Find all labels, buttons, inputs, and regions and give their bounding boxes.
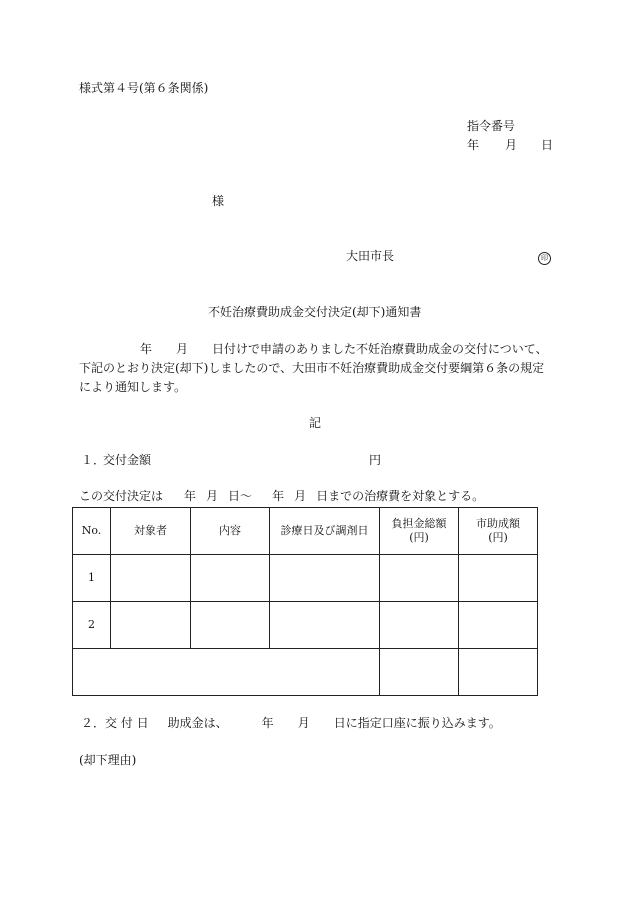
item2-line <box>81 716 501 730</box>
table-header-row <box>73 508 538 555</box>
body-line-1 <box>79 340 559 359</box>
body-line-2: 下記のとおり決定(却下)しましたので、大田市不妊治療費助成金交付要綱第６条の規定 <box>79 361 545 375</box>
issuer: 大田市長 <box>346 249 395 263</box>
order-number-label: 指令番号 <box>467 119 516 133</box>
item2-text-b: 日に指定口座に振り込みます。 <box>333 716 501 730</box>
cell-content[interactable] <box>191 555 270 602</box>
cell-city-subsidy[interactable] <box>459 555 538 602</box>
date-day: 日 <box>541 138 554 152</box>
item2-label: 交 付 日 <box>105 716 149 730</box>
item2-number: ２． <box>81 716 106 730</box>
header-city-subsidy: 市助成額 (円) <box>459 508 538 555</box>
body-year: 年 <box>140 342 153 356</box>
item2-year: 年 <box>261 716 274 730</box>
coverage-month1: 月 <box>206 489 219 503</box>
body-line-3: により通知します。 <box>79 380 187 394</box>
document-title: 不妊治療費助成金交付決定(却下)通知書 <box>208 305 422 319</box>
item1-unit: 円 <box>369 453 382 467</box>
table-total-row <box>73 649 538 696</box>
rejection-reason-label: (却下理由) <box>79 753 137 767</box>
seal-mark <box>538 249 551 265</box>
coverage-month2: 月 <box>294 489 307 503</box>
cell-city-subsidy[interactable] <box>459 602 538 649</box>
item1-number: １． <box>81 453 106 467</box>
header-no: No. <box>73 508 111 555</box>
item1-label: 交付金額 <box>103 453 152 467</box>
header-treatment-date: 診療日及び調剤日 <box>270 508 380 555</box>
date-year: 年 <box>467 138 480 152</box>
cell-treatment-date[interactable] <box>270 555 380 602</box>
coverage-year1: 年 <box>184 489 197 503</box>
coverage-suffix: 日までの治療費を対象とする。 <box>316 489 485 503</box>
form-label: 様式第４号(第６条関係) <box>79 81 209 95</box>
table-row <box>73 602 538 649</box>
cell-total-label <box>73 649 380 696</box>
body-paragraph <box>79 340 559 397</box>
body-month: 月 <box>176 342 189 356</box>
cell-total-burden[interactable] <box>380 555 459 602</box>
header-subject: 対象者 <box>111 508 191 555</box>
cell-content[interactable] <box>191 602 270 649</box>
header-total-burden: 負担金総額 (円) <box>380 508 459 555</box>
expense-table <box>72 507 538 696</box>
cell-subject[interactable] <box>111 602 191 649</box>
coverage-prefix: この交付決定は <box>79 489 164 503</box>
cell-total-burden-sum[interactable] <box>380 649 459 696</box>
cell-city-subsidy-sum[interactable] <box>459 649 538 696</box>
header-content: 内容 <box>191 508 270 555</box>
row-number: 2 <box>73 602 111 649</box>
seal-icon: 印 <box>538 252 551 265</box>
ki-heading: 記 <box>309 416 322 430</box>
item2-text-a: 助成金は、 <box>167 716 228 730</box>
item2-month: 月 <box>297 716 310 730</box>
cell-treatment-date[interactable] <box>270 602 380 649</box>
addressee-suffix: 様 <box>212 194 225 208</box>
table-row <box>73 555 538 602</box>
coverage-year2: 年 <box>272 489 285 503</box>
coverage-line <box>79 489 484 503</box>
body-line-1-rest: 日付けで申請のありました不妊治療費助成金の交付について、 <box>212 342 548 356</box>
cell-total-burden[interactable] <box>380 602 459 649</box>
date-month: 月 <box>505 138 518 152</box>
row-number: 1 <box>73 555 111 602</box>
coverage-day1: 日～ <box>228 489 253 503</box>
cell-subject[interactable] <box>111 555 191 602</box>
